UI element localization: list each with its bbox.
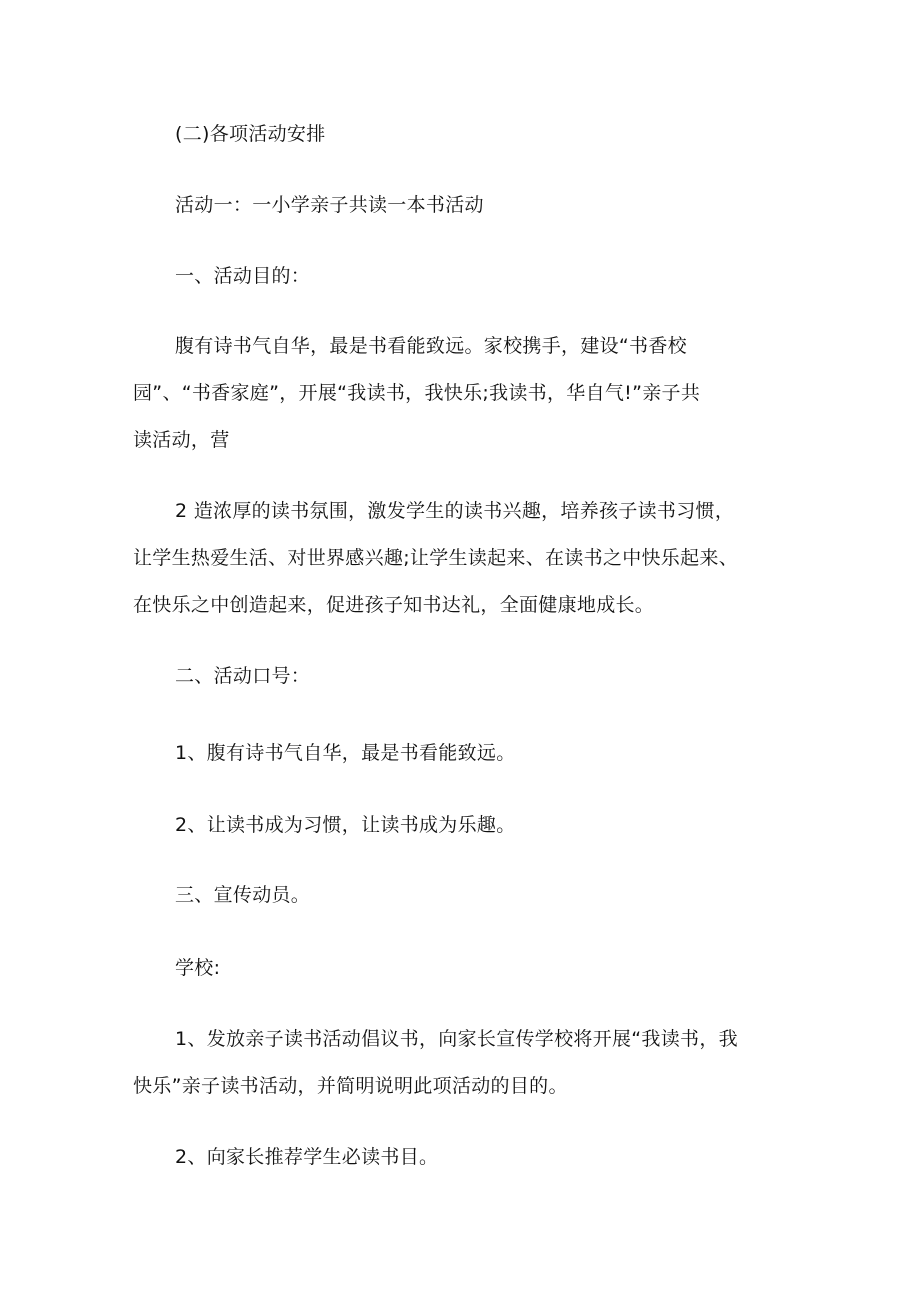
- slogan-item-2: 2、让读书成为习惯，让读书成为乐趣。: [175, 814, 516, 836]
- promotion-heading: 三、宣传动员。: [175, 884, 311, 906]
- purpose-heading: 一、活动目的：: [175, 265, 311, 287]
- school-item-1-line-2: 快乐”亲子读书活动，并简明说明此项活动的目的。: [133, 1075, 568, 1097]
- purpose-paragraph-2-line-2: 让学生热爱生活、对世界感兴趣;让学生读起来、在读书之中快乐起来、: [133, 547, 739, 569]
- school-item-1-line-1: 1、发放亲子读书活动倡议书，向家长宣传学校将开展“我读书，我: [175, 1028, 738, 1050]
- section-heading: (二)各项活动安排: [175, 123, 326, 145]
- purpose-paragraph-1-line-3: 读活动，营: [133, 429, 230, 451]
- slogan-item-1: 1、腹有诗书气自华，最是书看能致远。: [175, 742, 516, 764]
- slogan-heading: 二、活动口号：: [175, 665, 311, 687]
- purpose-paragraph-1-line-2: 园”、“书香家庭”，开展“我读书，我快乐;我读书，华自气!”亲子共: [133, 382, 701, 404]
- purpose-paragraph-1-line-1: 腹有诗书气自华，最是书看能致远。家校携手，建设“书香校: [175, 335, 687, 357]
- activity-title: 活动一：一小学亲子共读一本书活动: [175, 194, 484, 216]
- purpose-paragraph-2-line-1: 2 造浓厚的读书氛围，激发学生的读书兴趣，培养孩子读书习惯，: [175, 500, 735, 522]
- purpose-paragraph-2-line-3: 在快乐之中创造起来，促进孩子知书达礼，全面健康地成长。: [133, 594, 655, 616]
- school-label: 学校:: [175, 957, 221, 979]
- school-item-2: 2、向家长推荐学生必读书目。: [175, 1146, 439, 1168]
